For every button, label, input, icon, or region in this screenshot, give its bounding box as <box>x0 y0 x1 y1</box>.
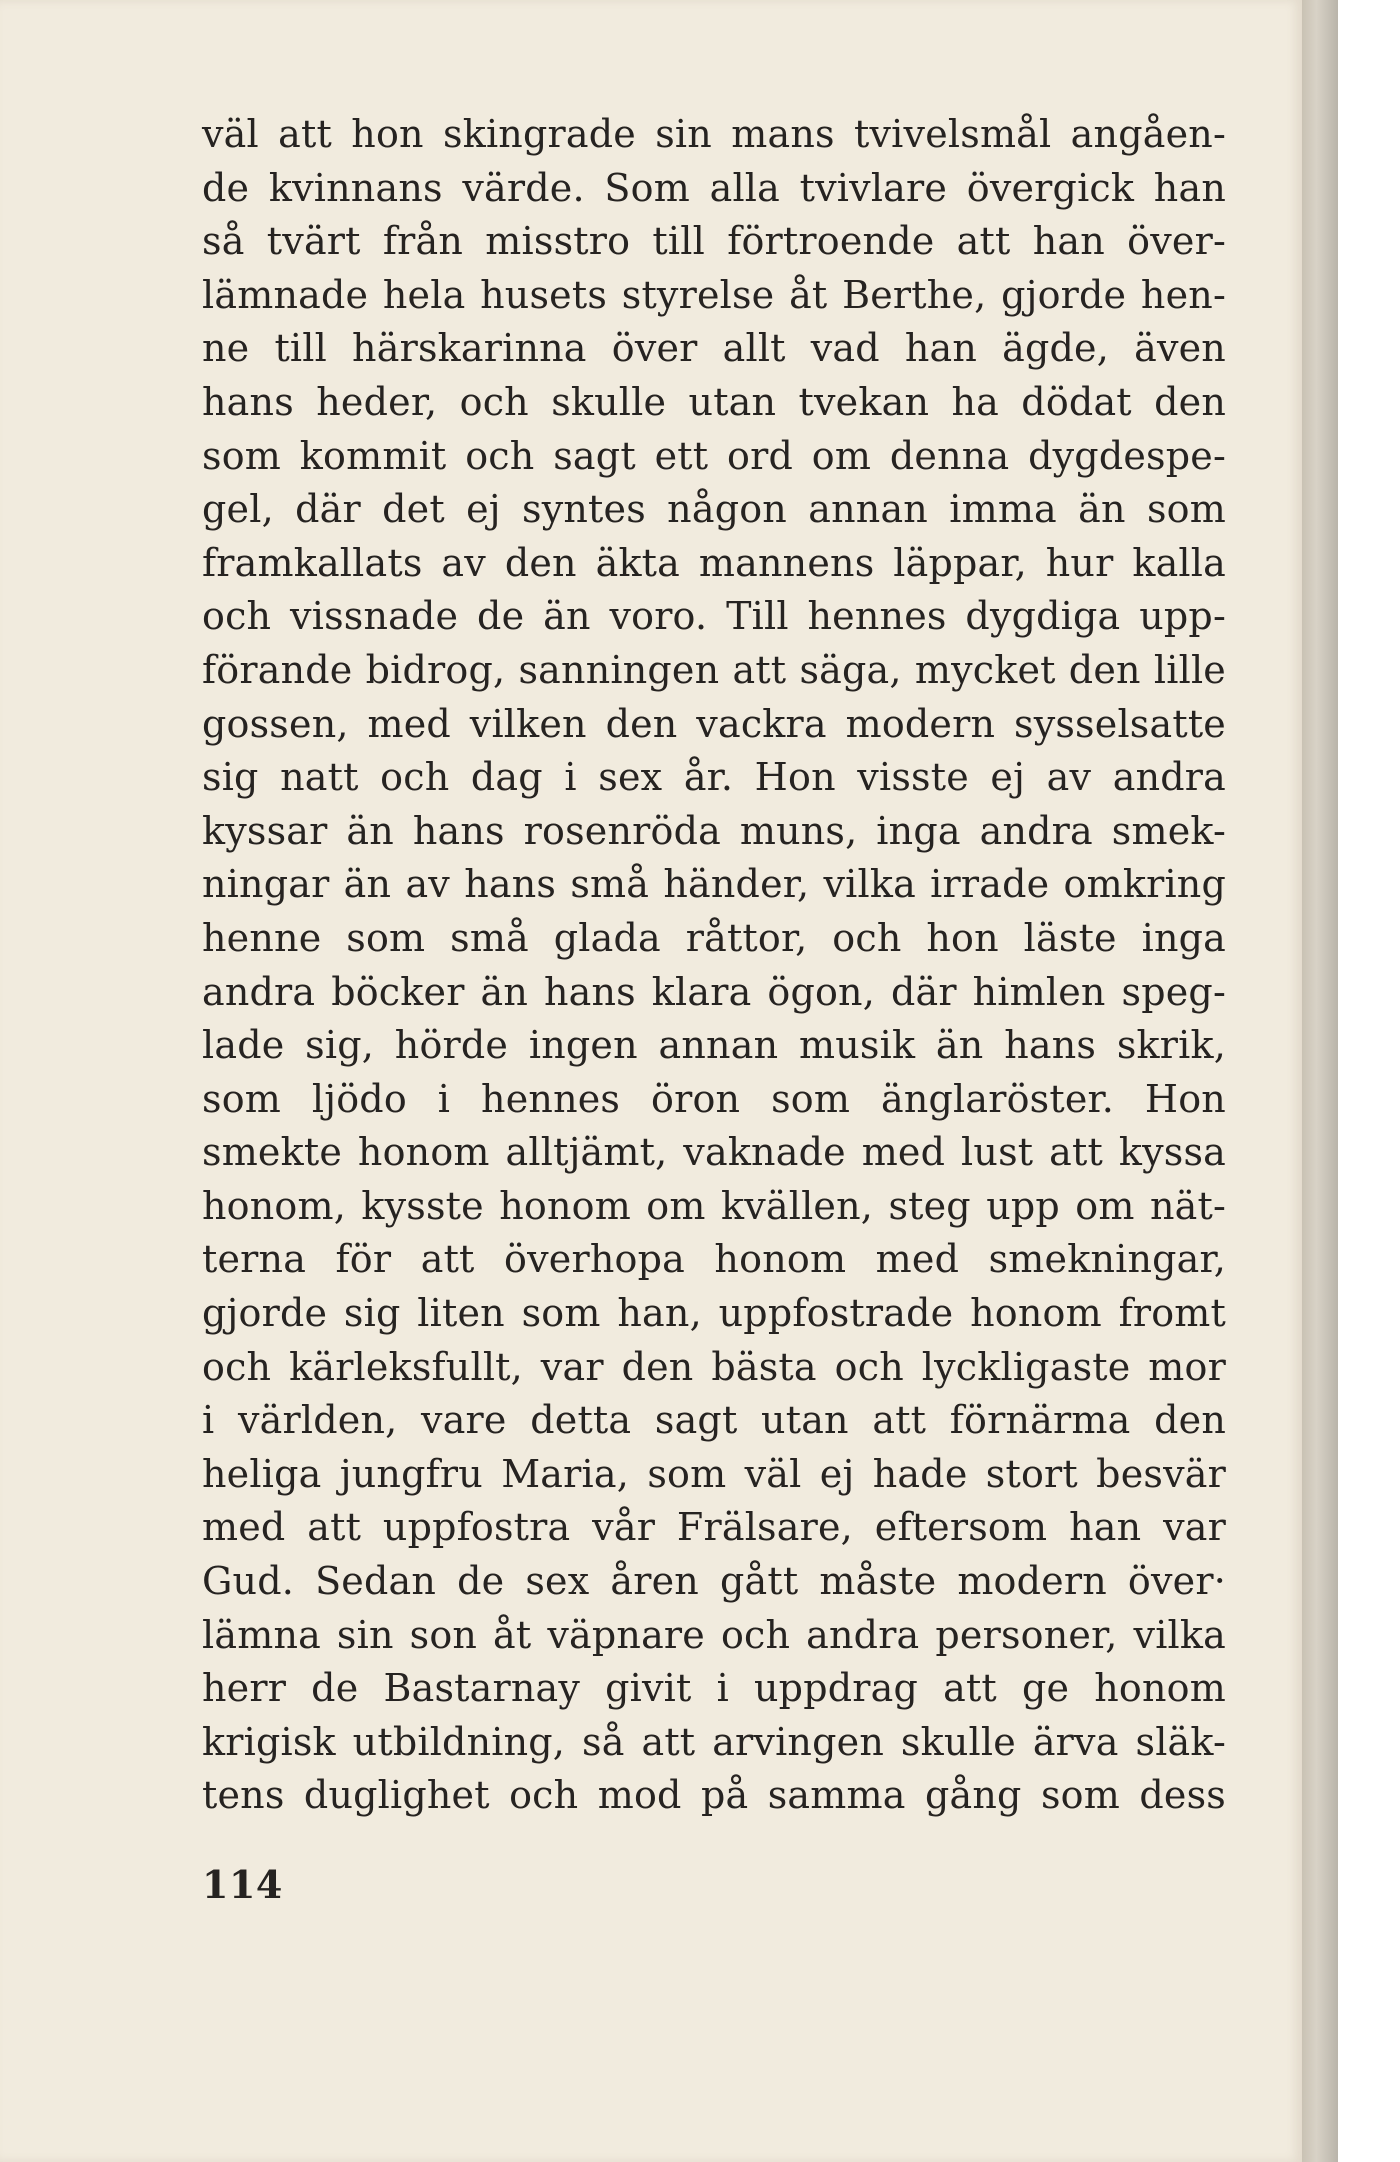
text-line: gossen, med vilken den vackra modern sysselsatte <box>202 701 1226 746</box>
margin-strip <box>1338 0 1400 2162</box>
text-line: förande bidrog, sanningen att säga, mycket den lille <box>202 647 1226 692</box>
text-line: väl att hon skingrade sin mans tvivelsmål angåen- <box>202 112 1226 156</box>
text-line: ne till härskarinna över allt vad han ägde, även <box>202 326 1226 371</box>
text-line: lämna sin son åt väpnare och andra personer, vilka <box>202 1612 1226 1657</box>
text-line: heliga jungfru Maria, som väl ej hade stort besvär <box>202 1451 1226 1496</box>
text-line: honom, kysste honom om kvällen, steg upp om nät- <box>202 1183 1226 1228</box>
text-line: lade sig, hörde ingen annan musik än hans skrik, <box>202 1023 1226 1068</box>
text-line: herr de Bastarnay givit i uppdrag att ge honom <box>202 1666 1226 1711</box>
body-text <box>202 108 1226 1823</box>
text-line: andra böcker än hans klara ögon, där himlen speg- <box>202 969 1226 1014</box>
text-line: i världen, vare detta sagt utan att förnärma den <box>202 1398 1226 1443</box>
text-line: framkallats av den äkta mannens läppar, hur kalla <box>202 540 1226 585</box>
text-line: Gud. Sedan de sex åren gått måste modern över· <box>202 1559 1226 1604</box>
text-line: gel, där det ej syntes någon annan imma än som <box>202 487 1226 532</box>
text-line: sig natt och dag i sex år. Hon visste ej av andra <box>202 755 1226 800</box>
text-line: smekte honom alltjämt, vaknade med lust att kyssa <box>202 1130 1226 1175</box>
text-line: lämnade hela husets styrelse åt Berthe, gjorde hen- <box>202 272 1226 317</box>
text-line: de kvinnans värde. Som alla tvivlare övergick han <box>202 165 1226 210</box>
text-line: kyssar än hans rosenröda muns, inga andra smek- <box>202 808 1226 853</box>
page-edge <box>1302 0 1338 2162</box>
text-line: hans heder, och skulle utan tvekan ha dödat den <box>202 379 1226 424</box>
text-line: och vissnade de än voro. Till hennes dygdiga upp- <box>202 594 1226 639</box>
text-line: ningar än av hans små händer, vilka irrade omkring <box>202 862 1226 907</box>
text-line: med att uppfostra vår Frälsare, eftersom han var <box>202 1505 1226 1550</box>
text-line: tens duglighet och mod på samma gång som dess <box>202 1773 1226 1818</box>
text-line: som kommit och sagt ett ord om denna dygdespe- <box>202 433 1226 478</box>
text-line: och kärleksfullt, var den bästa och lyckligaste mor <box>202 1344 1226 1389</box>
text-line: som ljödo i hennes öron som änglaröster. Hon <box>202 1076 1226 1121</box>
text-line: henne som små glada råttor, och hon läste inga <box>202 915 1226 960</box>
text-line: terna för att överhopa honom med smekningar, <box>202 1237 1226 1282</box>
page-number: 114 <box>202 1862 283 1907</box>
text-line: krigisk utbildning, så att arvingen skulle ärva släk- <box>202 1719 1226 1764</box>
text-line: så tvärt från misstro till förtroende att han över- <box>202 219 1226 264</box>
text-line: gjorde sig liten som han, uppfostrade honom fromt <box>202 1291 1226 1336</box>
